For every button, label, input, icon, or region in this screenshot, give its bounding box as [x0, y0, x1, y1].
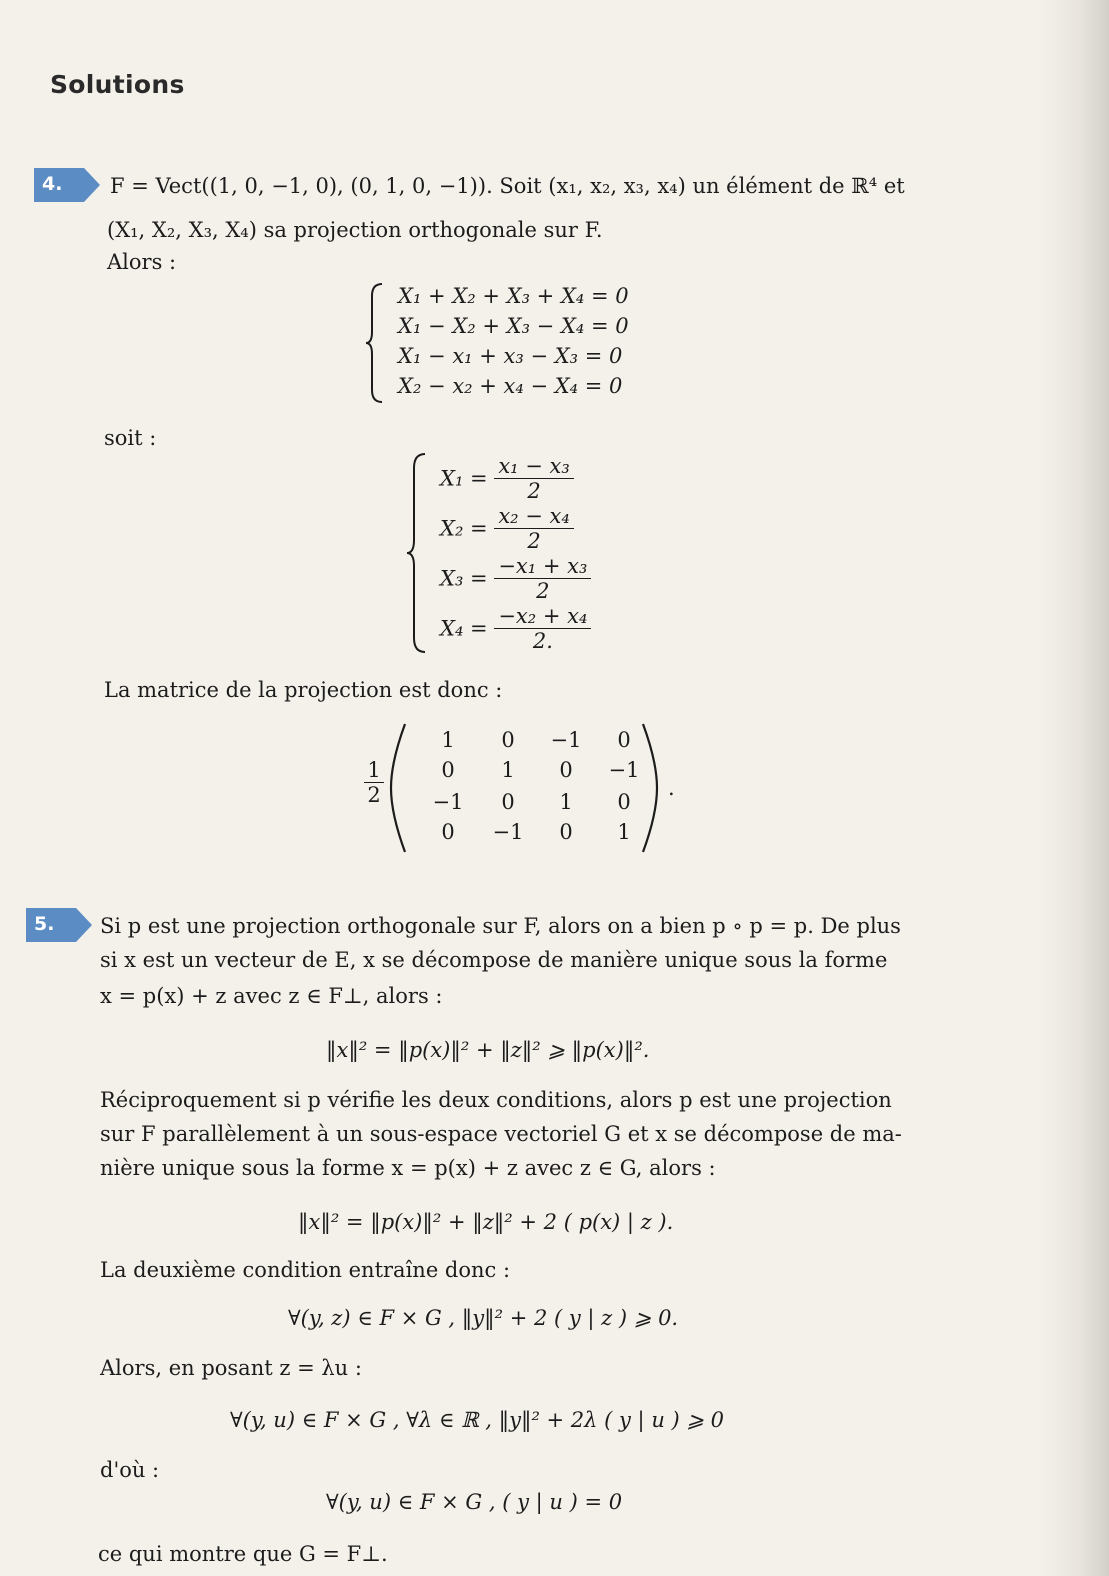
ex4-line1: F = Vect((1, 0, −1, 0), (0, 1, 0, −1)). Soit (x₁, x₂, x₃, x₄) un élément de ℝ⁴ et — [110, 174, 905, 198]
ex5-eq3: ∀(y, z) ∈ F × G , ‖y‖² + 2 ( y | z ) ⩾ 0. — [288, 1306, 679, 1330]
matrix-cell: −1 — [432, 790, 464, 814]
matrix-cell: 0 — [559, 758, 573, 782]
ex4-matrix-intro: La matrice de la projection est donc : — [104, 678, 503, 702]
ex5-p1: Si p est une projection orthogonale sur F, alors on a bien p ∘ p = p. De plus — [100, 914, 901, 938]
ex5-p4: Réciproquement si p vérifie les deux conditions, alors p est une projection — [100, 1088, 892, 1112]
matrix-coefficient: 1 2 — [364, 758, 384, 807]
system2-row-2: X₂ = $\frac{\text{x₂ − x₄}}{2}$ — [440, 504, 574, 553]
exercise-4-badge: 4. — [34, 168, 100, 202]
matrix-cell: 1 — [559, 790, 573, 814]
matrix-cell: 0 — [501, 790, 515, 814]
system1-eq-3: X₁ − x₁ + x₃ − X₃ = 0 — [398, 344, 623, 368]
system1-eq-2: X₁ − X₂ + X₃ − X₄ = 0 — [398, 314, 629, 338]
matrix-cell: 1 — [501, 758, 515, 782]
system2-row-1: X₁ = $\frac{\text{x₁ − x₃}}{2}$ — [440, 454, 574, 503]
matrix-cell: 0 — [441, 758, 455, 782]
ex4-alors: Alors : — [107, 250, 177, 274]
ex5-p8: Alors, en posant z = λu : — [100, 1356, 362, 1380]
ex5-p7: La deuxième condition entraîne donc : — [100, 1258, 511, 1282]
system2-row-4: X₄ = $\frac{\text{−x₂ + x₄}}{2.}$ — [440, 604, 591, 653]
matrix-cell: 0 — [617, 728, 631, 752]
ex5-eq4: ∀(y, u) ∈ F × G , ∀λ ∈ ℝ , ‖y‖² + 2λ ( y | u ) ⩾ 0 — [230, 1408, 725, 1432]
page-heading: Solutions — [50, 70, 185, 99]
ex4-line2: (X₁, X₂, X₃, X₄) sa projection orthogonale sur F. — [107, 218, 603, 242]
matrix-cell: 0 — [441, 820, 455, 844]
ex5-p10: ce qui montre que G = F⊥. — [98, 1542, 388, 1566]
matrix-cell: 0 — [559, 820, 573, 844]
system1-eq-1: X₁ + X₂ + X₃ + X₄ = 0 — [398, 284, 629, 308]
matrix-cell: −1 — [608, 758, 640, 782]
matrix-cell: −1 — [492, 820, 524, 844]
matrix-end-period: . — [668, 776, 675, 800]
exercise-5-badge: 5. — [26, 908, 92, 942]
ex4-soit: soit : — [104, 426, 157, 450]
ex5-eq1: ‖x‖² = ‖p(x)‖² + ‖z‖² ⩾ ‖p(x)‖². — [326, 1038, 650, 1062]
ex5-eq5: ∀(y, u) ∈ F × G , ( y | u ) = 0 — [326, 1490, 623, 1514]
ex5-p6: nière unique sous la forme x = p(x) + z avec z ∈ G, alors : — [100, 1156, 716, 1180]
matrix-cell: −1 — [550, 728, 582, 752]
matrix-cell: 1 — [441, 728, 455, 752]
page-shadow — [1039, 0, 1109, 1576]
matrix-cell: 0 — [501, 728, 515, 752]
system1-eq-4: X₂ − x₂ + x₄ − X₄ = 0 — [398, 374, 623, 398]
matrix-cell: 1 — [617, 820, 631, 844]
system2-row-3: X₃ = $\frac{\text{−x₁ + x₃}}{2}$ — [440, 554, 591, 603]
matrix-cell: 0 — [617, 790, 631, 814]
ex5-eq2: ‖x‖² = ‖p(x)‖² + ‖z‖² + 2 ( p(x) | z ). — [298, 1210, 674, 1234]
ex5-p2: si x est un vecteur de E, x se décompose de manière unique sous la forme — [100, 948, 888, 972]
ex5-p9: d'où : — [100, 1458, 160, 1482]
ex5-p3: x = p(x) + z avec z ∈ F⊥, alors : — [100, 984, 443, 1008]
ex5-p5: sur F parallèlement à un sous-espace vectoriel G et x se décompose de ma- — [100, 1122, 902, 1146]
